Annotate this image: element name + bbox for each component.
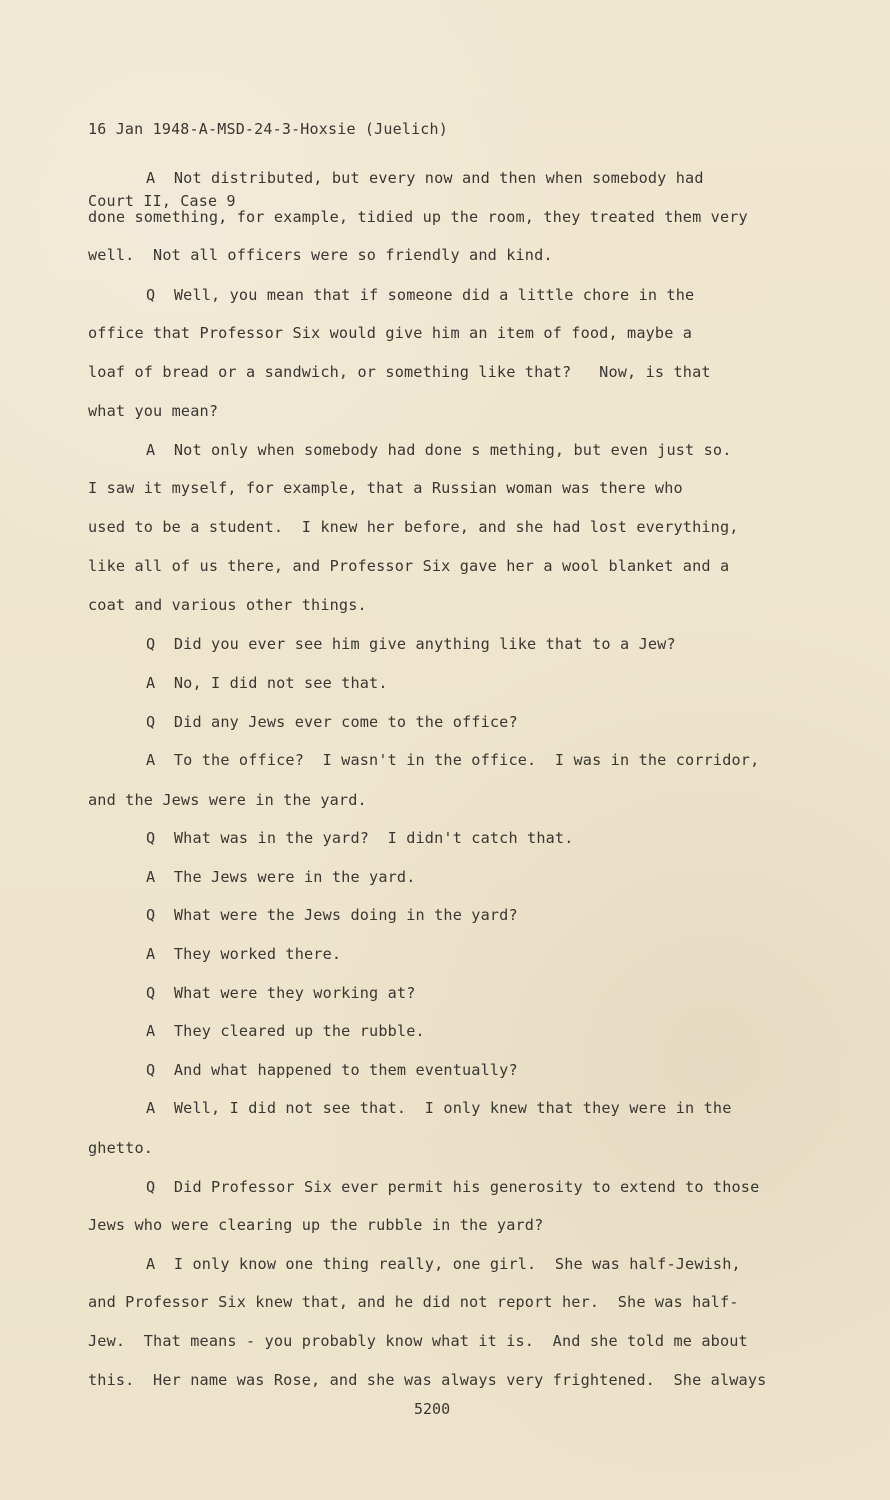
transcript-line: and Professor Six knew that, and he did not report her. She was half- — [88, 1293, 739, 1311]
header-line-1: 16 Jan 1948-A-MSD-24-3-Hoxsie (Juelich) — [88, 120, 448, 138]
transcript-line: this. Her name was Rose, and she was always very frightened. She always — [88, 1371, 767, 1389]
transcript-line: Q Did you ever see him give anything like that to a Jew? — [146, 635, 676, 653]
transcript-line: A They worked there. — [146, 945, 342, 963]
transcript-line: done something, for example, tidied up the room, they treated them very — [88, 208, 748, 226]
transcript-line: like all of us there, and Professor Six gave her a wool blanket and a — [88, 557, 730, 575]
header-line-2: Court II, Case 9 — [88, 192, 236, 210]
transcript-line: Q Did Professor Six ever permit his generosity to extend to those — [146, 1178, 760, 1196]
transcript-line: A They cleared up the rubble. — [146, 1022, 425, 1040]
transcript-line: A Well, I did not see that. I only knew that they were in the — [146, 1099, 732, 1117]
transcript-line: A No, I did not see that. — [146, 674, 388, 692]
transcript-line: used to be a student. I knew her before, and she had lost everything, — [88, 518, 739, 536]
document-header — [88, 69, 448, 261]
transcript-line: A Not distributed, but every now and then when somebody had — [146, 169, 704, 187]
transcript-line: Q What were the Jews doing in the yard? — [146, 906, 518, 924]
transcript-line: A Not only when somebody had done s mething, but even just so. — [146, 441, 732, 459]
transcript-line: Jew. That means - you probably know what it is. And she told me about — [88, 1332, 748, 1350]
transcript-line: Jews who were clearing up the rubble in the yard? — [88, 1216, 544, 1234]
transcript-line: Q What was in the yard? I didn't catch that. — [146, 829, 574, 847]
page-number: 5200 — [414, 1400, 451, 1418]
transcript-line: Q Did any Jews ever come to the office? — [146, 713, 518, 731]
transcript-line: Q What were they working at? — [146, 984, 416, 1002]
transcript-line: what you mean? — [88, 402, 219, 420]
transcript-line: A I only know one thing really, one girl. She was half-Jewish, — [146, 1255, 741, 1273]
transcript-line: A To the office? I wasn't in the office. I was in the corridor, — [146, 751, 760, 769]
transcript-line: ghetto. — [88, 1139, 154, 1157]
transcript-line: well. Not all officers were so friendly and kind. — [88, 246, 553, 264]
transcript-line: office that Professor Six would give him an item of food, maybe a — [88, 324, 693, 342]
transcript-line: I saw it myself, for example, that a Russian woman was there who — [88, 479, 683, 497]
transcript-line: and the Jews were in the yard. — [88, 791, 367, 809]
transcript-line: Q Well, you mean that if someone did a little chore in the — [146, 286, 695, 304]
transcript-line: coat and various other things. — [88, 596, 367, 614]
transcript-line: loaf of bread or a sandwich, or something like that? Now, is that — [88, 363, 711, 381]
transcript-line: A The Jews were in the yard. — [146, 868, 416, 886]
transcript-line: Q And what happened to them eventually? — [146, 1061, 518, 1079]
